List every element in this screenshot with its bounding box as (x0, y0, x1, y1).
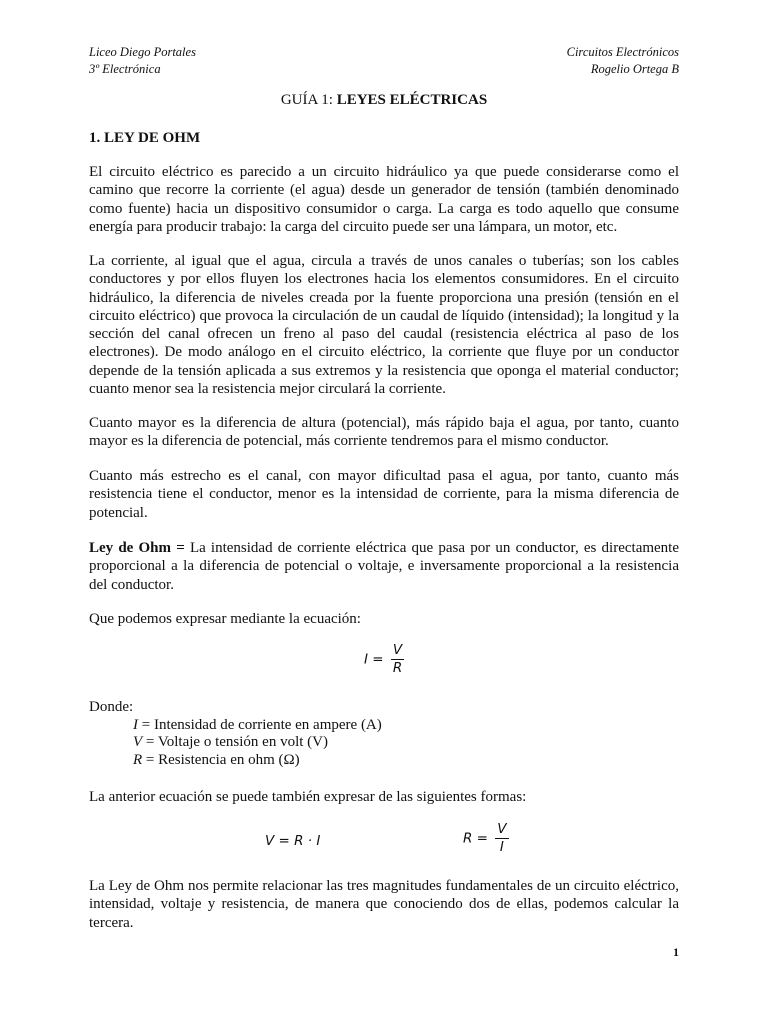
fraction-numerator: V (497, 821, 507, 837)
author-name: Rogelio Ortega B (590, 62, 679, 76)
ohm-law-text: La intensidad de corriente eléctrica que pasa por un conductor, es directamente proporcional a la diferencia de potencial o voltaje, e inversamente proporcional a la resistencia del conductor. (89, 540, 679, 593)
definition-text: = Voltaje o tensión en volt (V) (142, 734, 328, 750)
equation-voltage: V = R · I (265, 833, 321, 849)
equation-fraction (391, 643, 404, 676)
equation-lhs: I = (364, 651, 384, 668)
paragraph-2: La corriente, al igual que el agua, circula a través de unos canales o tuberías; son los cables conductores y por ellos fluyen los electrones hacia los elementos consumidores. En el circuito hidráulico, la diferencia de niveles creada por la fuente proporciona una presión (tensión en el circuito eléctrico) que provoca la circulación de un caudal de líquido (intensidad); la longitud y la sección del canal ofrecen un freno al paso del caudal (resistencia eléctrica al paso de los electrones). De modo análogo en el circuito eléctrico, la corriente que fluye por un conductor depende de la tensión aplicada a sus extremos y la resistencia que oponga el material conductor; cuanto menor sea la resistencia mejor circulará la corriente. (89, 253, 679, 398)
definition-current (89, 717, 382, 735)
definition-text: = Resistencia en ohm (Ω) (142, 751, 300, 768)
symbol-v: V (133, 734, 143, 750)
paragraph-4: Cuanto más estrecho es el canal, con mayor dificultad pasa el agua, por tanto, cuanto más resistencia tiene el conductor, menor es la intensidad de corriente, para la misma diferencia de potencial. (89, 468, 679, 521)
fraction-denominator: R (392, 660, 403, 676)
closing-paragraph: La Ley de Ohm nos permite relacionar las tres magnitudes fundamentales de un circuito eléctrico, intensidad, voltaje y resistencia, de manera que conociendo dos de ellas, podemos calcular la tercera. (89, 878, 679, 931)
symbol-r: R (133, 751, 143, 768)
equation-lhs: R = (463, 830, 488, 847)
definition-text: = Intensidad de corriente en ampere (A) (138, 716, 382, 733)
equation-fraction (495, 822, 508, 855)
paragraph-3: Cuanto mayor es la diferencia de altura (potencial), más rápido baja el agua, por tanto, cuanto mayor es la diferencia de potencial, más corriente tendremos para el mismo conductor. (89, 415, 679, 450)
fraction-numerator: V (392, 642, 403, 658)
definition-voltage (89, 734, 382, 752)
equation-resistance (463, 822, 509, 855)
donde-label: Donde: (89, 699, 134, 715)
paragraph-1: El circuito eléctrico es parecido a un circuito hidráulico ya que puede considerarse como el camino que recorre la corriente (el agua) desde un generador de tensión (también denominado como fuente) hacia un dispositivo consumidor o carga. La carga es todo aquello que consume energía para producir trabajo: la carga del circuito puede ser una lámpara, un motor, etc. (89, 164, 679, 235)
ohm-law-label: Ley de Ohm = (89, 540, 190, 556)
definition-resistance (89, 752, 382, 770)
expression-intro: Que podemos expresar mediante la ecuación: (89, 611, 361, 627)
fraction-denominator: I (499, 839, 504, 855)
ohm-law-definition (89, 539, 679, 594)
school-name: Liceo Diego Portales (89, 45, 196, 59)
section-heading: 1. LEY DE OHM (89, 130, 201, 146)
header-left (89, 44, 196, 78)
equation-ohm-current (364, 643, 404, 676)
symbol-i: I (133, 716, 138, 733)
definitions-list (89, 699, 382, 769)
subject-name: Circuitos Electrónicos (566, 45, 679, 59)
header-right (567, 44, 679, 78)
forms-intro: La anterior ecuación se puede también expresar de las siguientes formas: (89, 789, 527, 805)
page-number: 1 (673, 945, 679, 959)
title-prefix: GUÍA 1: (280, 92, 337, 108)
title-bold: LEYES ELÉCTRICAS (336, 92, 488, 108)
course-level: 3º Electrónica (89, 62, 161, 76)
page-title (0, 92, 768, 109)
